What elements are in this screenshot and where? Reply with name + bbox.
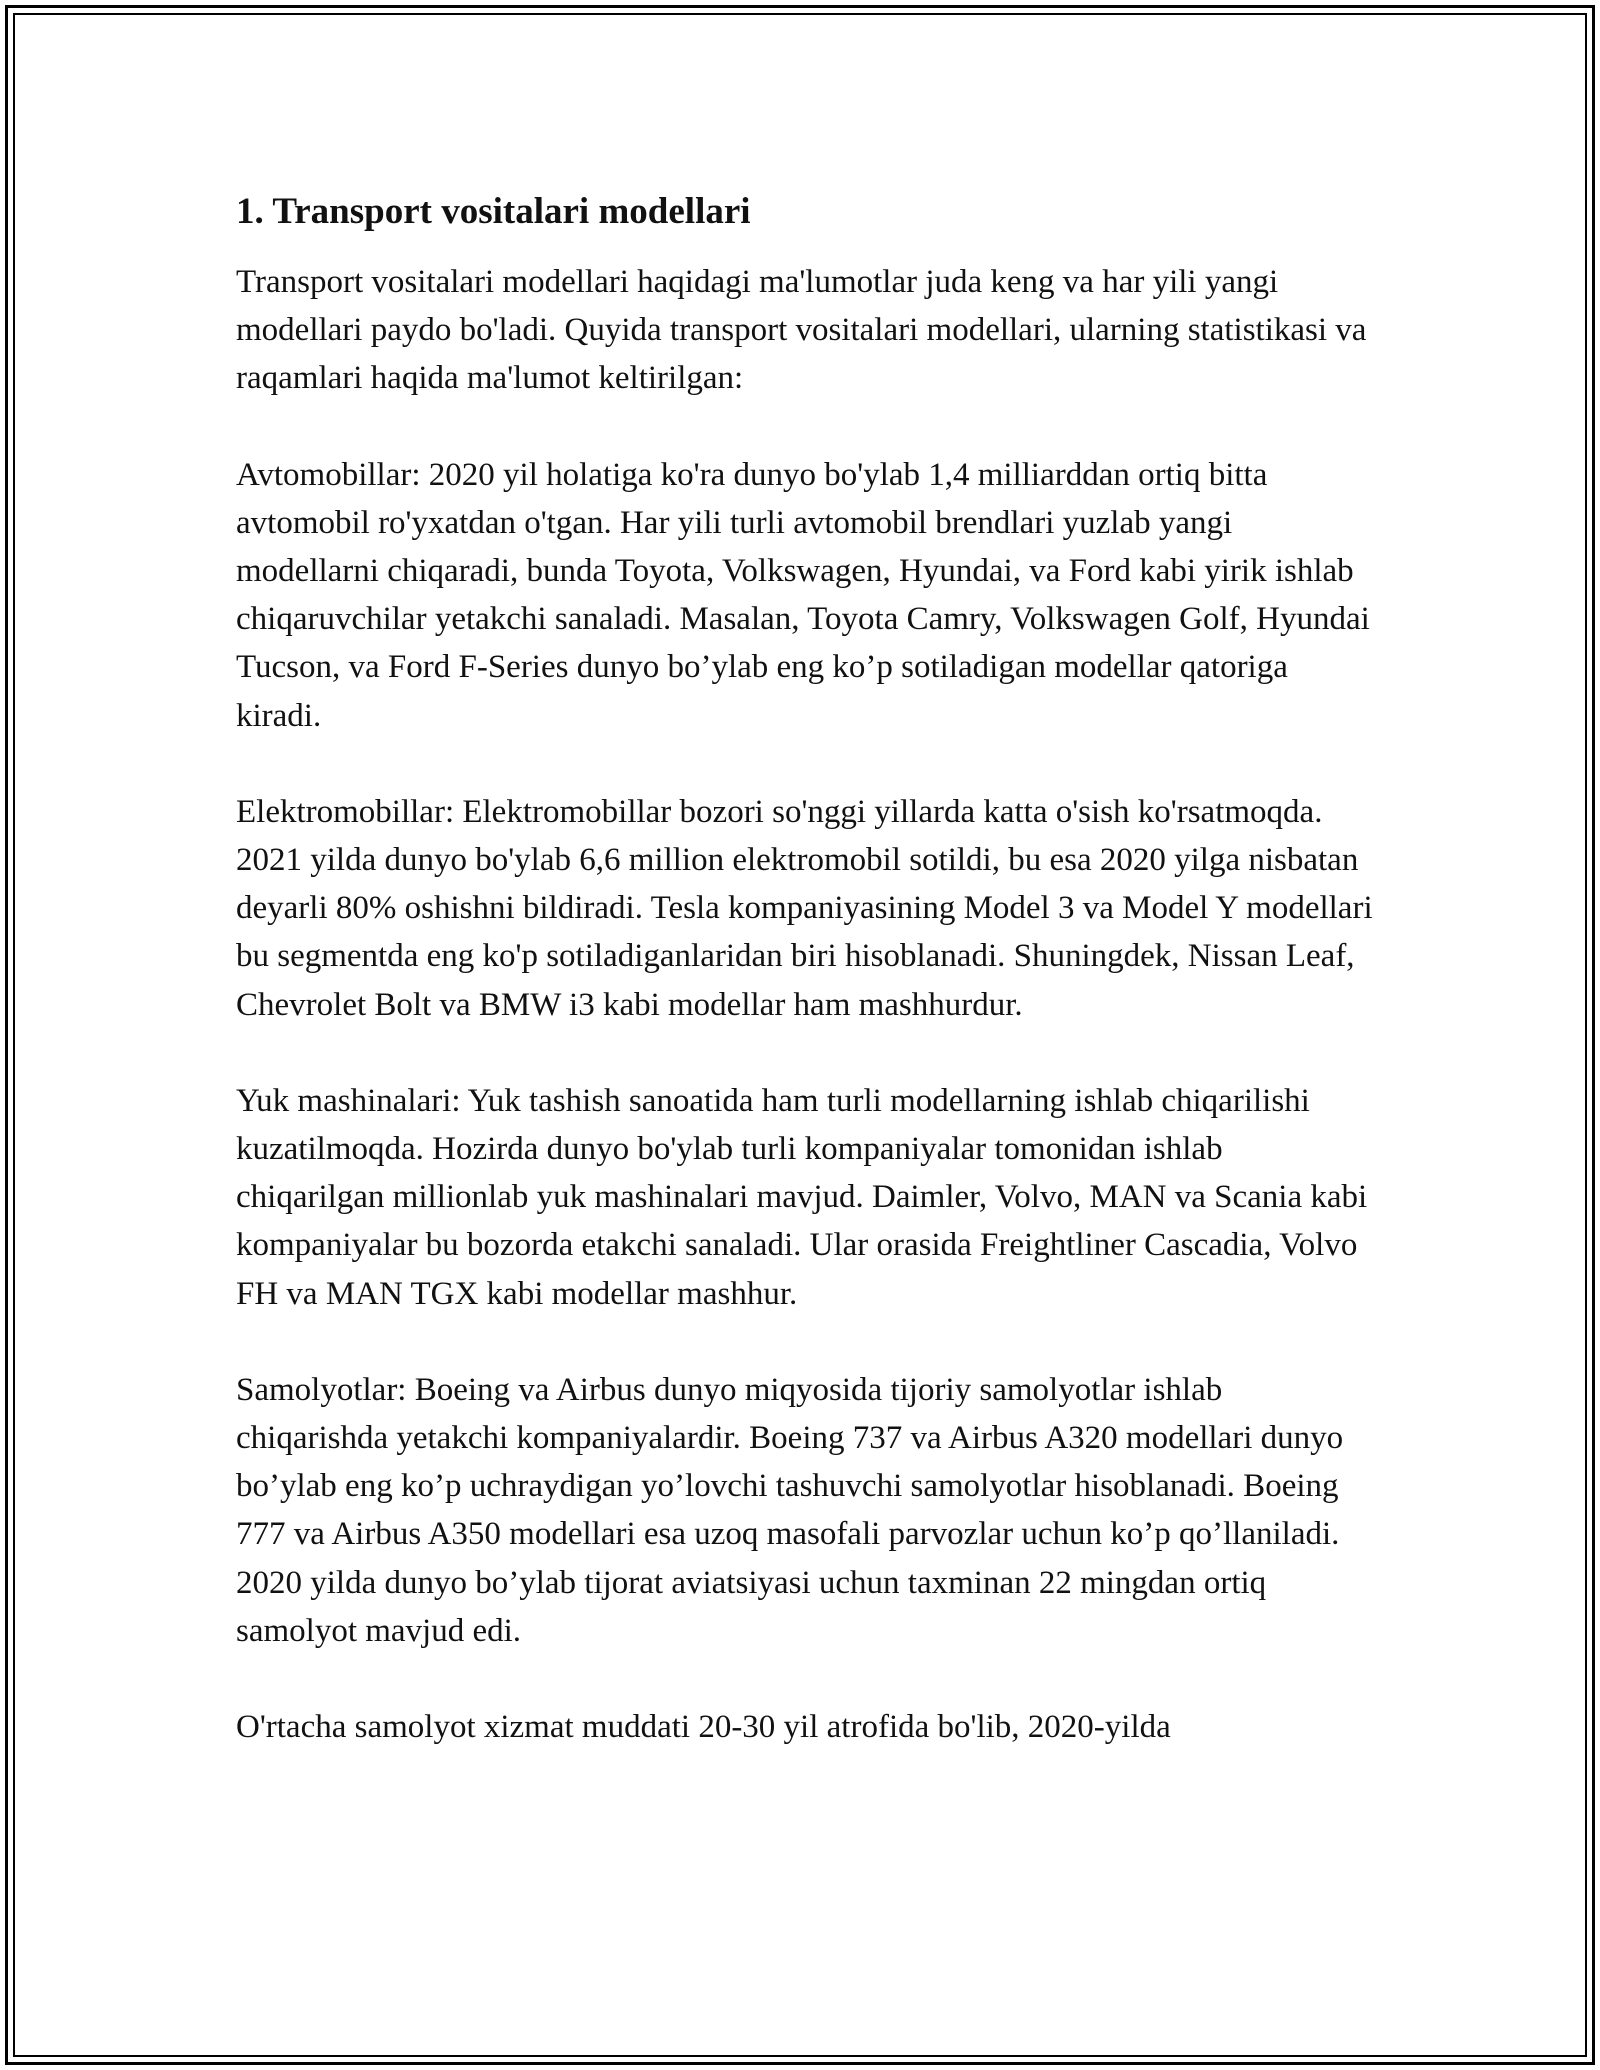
paragraph-elektromobillar: Elektromobillar: Elektromobillar bozori so'nggi yillarda katta o'sish ko'rsatmoqda. 2021 yilda dunyo bo'ylab 6,6 million elektromobil sotildi, bu esa 2020 yilga nisbatan deyarli 80% oshishni bildiradi. Tesla kompaniyasining Model 3 va Model Y modellari bu segmentda eng ko'p sotiladiganlaridan biri hisoblanadi. Shuningdek, Nissan Leaf, Chevrolet Bolt va BMW i3 kabi modellar ham mashhurdur. [236, 793, 1373, 1023]
paragraph-intro: Transport vositalari modellari haqidagi ma'lumotlar juda keng va har yili yangi modellari paydo bo'ladi. Quyida transport vositalari modellari, ularning statistikasi va raqamlari haqida ma'lumot keltirilgan: [236, 264, 1367, 397]
document-body [236, 188, 1376, 1799]
paragraph-avtomobillar: Avtomobillar: 2020 yil holatiga ko'ra dunyo bo'ylab 1,4 milliarddan ortiq bitta avtomobil ro'yxatdan o'tgan. Har yili turli avtomobil brendlari yuzlab yangi modellarni chiqaradi, bunda Toyota, Volkswagen, Hyundai, va Ford kabi yirik ishlab chiqaruvchilar yetakchi sanaladi. Masalan, Toyota Camry, Volkswagen Golf, Hyundai Tucson, va Ford F-Series dunyo bo’ylab eng ko’p sotiladigan modellar qatoriga kiradi. [236, 456, 1370, 734]
paragraph-samolyot-xizmat-muddati: O'rtacha samolyot xizmat muddati 20-30 yil atrofida bo'lib, 2020-yilda [236, 1709, 1171, 1746]
section-heading: 1. Transport vositalari modellari [236, 191, 751, 232]
paragraph-yuk-mashinalari: Yuk mashinalari: Yuk tashish sanoatida ham turli modellarning ishlab chiqarilishi kuzatilmoqda. Hozirda dunyo bo'ylab turli kompaniyalar tomonidan ishlab chiqarilgan millionlab yuk mashinalari mavjud. Daimler, Volvo, MAN va Scania kabi kompaniyalar bu bozorda etakchi sanaladi. Ular orasida Freightliner Cascadia, Volvo FH va MAN TGX kabi modellar mashhur. [236, 1082, 1368, 1312]
paragraph-samolyotlar: Samolyotlar: Boeing va Airbus dunyo miqyosida tijoriy samolyotlar ishlab chiqarishda yetakchi kompaniyalardir. Boeing 737 va Airbus A320 modellari dunyo bo’ylab eng ko’p uchraydigan yo’lovchi tashuvchi samolyotlar hisoblanadi. Boeing 777 va Airbus A350 modellari esa uzoq masofali parvozlar uchun ko’p qo’llaniladi. 2020 yilda dunyo bo’ylab tijorat aviatsiyasi uchun taxminan 22 mingdan ortiq samolyot mavjud edi. [236, 1371, 1344, 1649]
